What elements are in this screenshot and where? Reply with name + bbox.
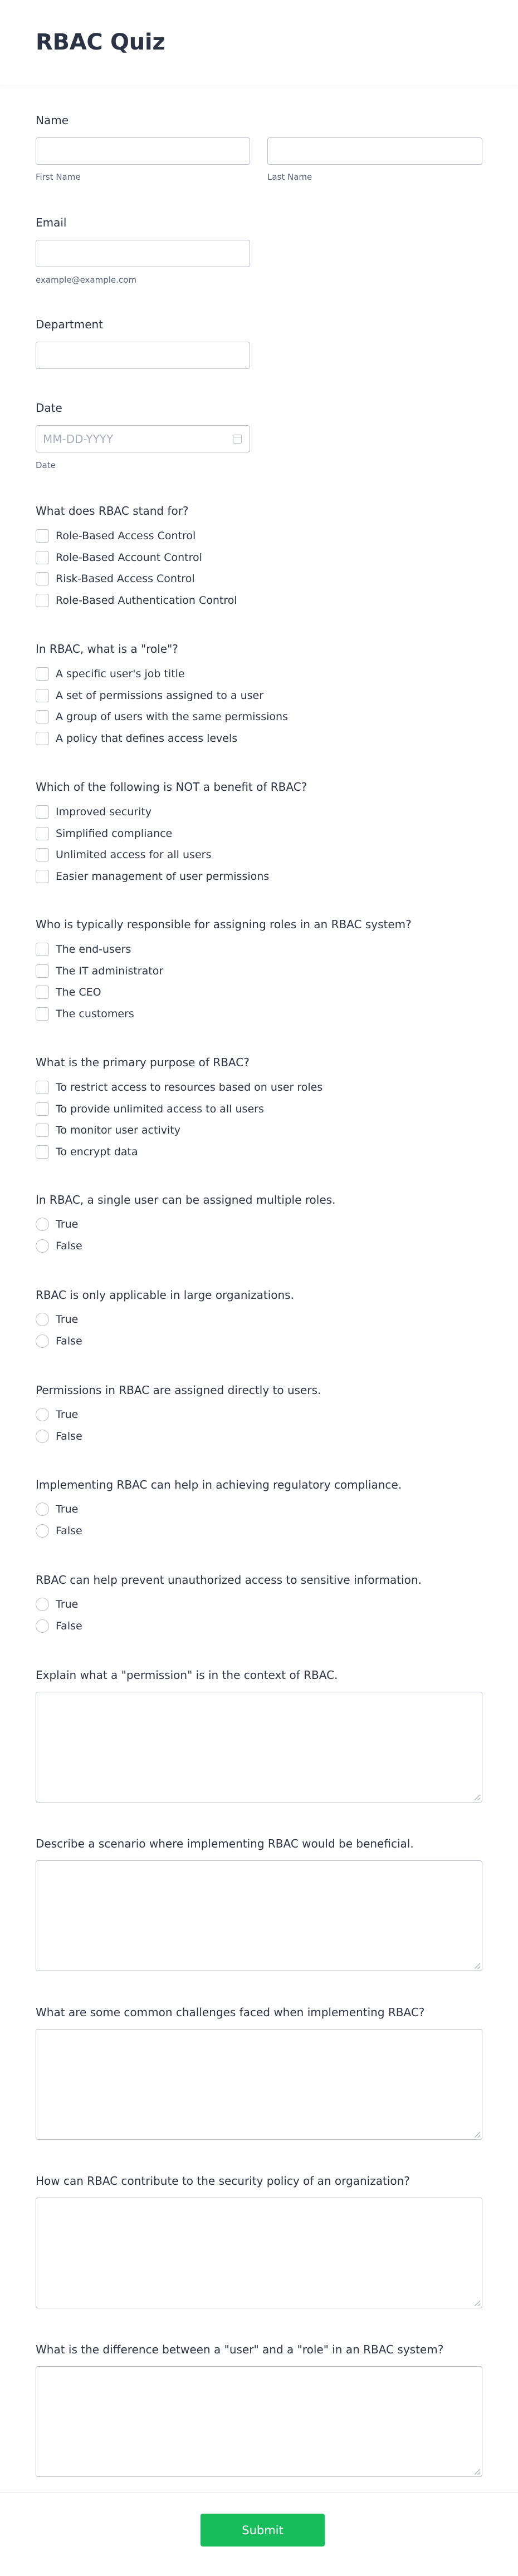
checkbox-option[interactable] (36, 847, 211, 863)
true-false-question (36, 1478, 482, 1539)
checkbox-option[interactable] (36, 528, 196, 544)
date-placeholder: MM-DD-YYYY (43, 432, 114, 446)
radio-button[interactable] (36, 1619, 49, 1633)
checkbox-option[interactable] (36, 1144, 138, 1160)
option-label: Unlimited access for all users (56, 849, 212, 861)
question-label: What are some common challenges faced when implementing RBAC? (36, 2006, 425, 2019)
checkbox[interactable] (36, 943, 49, 956)
question-label: Permissions in RBAC are assigned directly to users. (36, 1383, 321, 1397)
radio-option[interactable] (36, 1597, 78, 1612)
first-name-sublabel: First Name (36, 172, 81, 182)
option-label: The end-users (56, 943, 131, 955)
option-label: The CEO (56, 986, 101, 998)
radio-button[interactable] (36, 1408, 49, 1421)
option-label: False (56, 1335, 82, 1347)
radio-option[interactable] (36, 1216, 78, 1232)
answer-textarea[interactable] (36, 1860, 482, 1971)
question-label: What is the primary purpose of RBAC? (36, 1056, 250, 1069)
option-label: A set of permissions assigned to a user (56, 689, 264, 702)
option-label: True (56, 1598, 79, 1610)
checkbox-option[interactable] (36, 571, 195, 587)
checkbox-option[interactable] (36, 666, 185, 682)
radio-option[interactable] (36, 1501, 78, 1517)
email-input[interactable] (36, 240, 250, 267)
first-name-input[interactable] (36, 137, 250, 165)
checkbox[interactable] (36, 572, 49, 585)
radio-option[interactable] (36, 1429, 82, 1444)
checkbox-option[interactable] (36, 593, 237, 608)
radio-button[interactable] (36, 1218, 49, 1231)
true-false-question (36, 1573, 482, 1634)
question-label: Explain what a "permission" is in the context of RBAC. (36, 1668, 338, 1682)
true-false-question (36, 1193, 482, 1254)
checkbox-option[interactable] (36, 688, 263, 703)
option-label: True (56, 1313, 79, 1326)
checkbox[interactable] (36, 848, 49, 861)
option-label: Role-Based Account Control (56, 551, 202, 564)
radio-option[interactable] (36, 1238, 82, 1254)
checkbox-option[interactable] (36, 550, 202, 565)
option-label: To monitor user activity (56, 1124, 180, 1136)
checkbox-question (36, 1056, 482, 1161)
option-label: Risk-Based Access Control (56, 573, 195, 585)
option-label: Role-Based Authentication Control (56, 594, 237, 607)
radio-button[interactable] (36, 1334, 49, 1348)
resize-handle-icon[interactable] (475, 1963, 480, 1969)
checkbox[interactable] (36, 827, 49, 840)
checkbox[interactable] (36, 529, 49, 543)
option-label: A group of users with the same permissions (56, 711, 288, 723)
radio-button[interactable] (36, 1598, 49, 1611)
checkbox-option[interactable] (36, 963, 163, 979)
radio-option[interactable] (36, 1523, 82, 1539)
email-label: Email (36, 216, 67, 229)
date-label: Date (36, 401, 62, 415)
question-label: Describe a scenario where implementing RBAC would be beneficial. (36, 1837, 414, 1850)
radio-option[interactable] (36, 1312, 78, 1327)
radio-option[interactable] (36, 1333, 82, 1349)
checkbox[interactable] (36, 1102, 49, 1116)
checkbox[interactable] (36, 964, 49, 978)
answer-textarea[interactable] (36, 1692, 482, 1802)
true-false-question (36, 1383, 482, 1445)
radio-button[interactable] (36, 1503, 49, 1516)
checkbox-question (36, 504, 482, 610)
option-label: Improved security (56, 806, 152, 818)
name-field (36, 114, 482, 186)
radio-button[interactable] (36, 1430, 49, 1443)
checkbox[interactable] (36, 710, 49, 723)
checkbox-option[interactable] (36, 984, 101, 1000)
calendar-icon[interactable] (233, 435, 242, 444)
checkbox[interactable] (36, 551, 49, 564)
checkbox-option[interactable] (36, 826, 172, 841)
long-text-question (36, 1837, 482, 1976)
option-label: To restrict access to resources based on user roles (56, 1081, 323, 1094)
form-header (0, 0, 518, 86)
question-label: What is the difference between a "user" and a "role" in an RBAC system? (36, 2343, 444, 2356)
checkbox-option[interactable] (36, 1101, 264, 1117)
question-label: Who is typically responsible for assigning roles in an RBAC system? (36, 918, 412, 931)
option-label: False (56, 1525, 82, 1537)
long-text-question (36, 2006, 482, 2145)
resize-handle-icon[interactable] (475, 2132, 480, 2137)
option-label: False (56, 1430, 82, 1442)
true-false-question (36, 1288, 482, 1349)
checkbox-option[interactable] (36, 1122, 180, 1138)
option-label: True (56, 1408, 79, 1421)
department-label: Department (36, 318, 104, 331)
email-field (36, 216, 482, 288)
option-label: To encrypt data (56, 1146, 138, 1158)
option-label: Role-Based Access Control (56, 530, 196, 542)
checkbox[interactable] (36, 667, 49, 681)
checkbox[interactable] (36, 1081, 49, 1094)
checkbox-option[interactable] (36, 804, 152, 820)
checkbox-question (36, 642, 482, 748)
option-label: A policy that defines access levels (56, 732, 238, 745)
checkbox[interactable] (36, 870, 49, 883)
checkbox[interactable] (36, 805, 49, 819)
checkbox-option[interactable] (36, 869, 269, 884)
checkbox[interactable] (36, 689, 49, 702)
submit-button[interactable]: Submit (201, 2514, 325, 2547)
long-text-question (36, 1668, 482, 1807)
checkbox[interactable] (36, 986, 49, 999)
answer-textarea[interactable] (36, 2029, 482, 2140)
radio-button[interactable] (36, 1239, 49, 1253)
checkbox-question (36, 780, 482, 886)
option-label: False (56, 1620, 82, 1632)
last-name-sublabel: Last Name (267, 172, 312, 182)
question-label: How can RBAC contribute to the security policy of an organization? (36, 2174, 410, 2188)
name-label: Name (36, 114, 69, 127)
resize-handle-icon[interactable] (475, 2301, 480, 2306)
question-label: RBAC can help prevent unauthorized access to sensitive information. (36, 1573, 422, 1587)
date-field (36, 401, 482, 474)
question-label: In RBAC, a single user can be assigned multiple roles. (36, 1193, 336, 1206)
checkbox[interactable] (36, 1145, 49, 1159)
answer-textarea[interactable] (36, 2198, 482, 2308)
radio-button[interactable] (36, 1313, 49, 1326)
checkbox-option[interactable] (36, 709, 288, 725)
form-title: RBAC Quiz (36, 29, 165, 55)
form-footer (0, 2492, 518, 2576)
option-label: Simplified compliance (56, 828, 173, 840)
date-input[interactable] (36, 425, 250, 452)
question-label: In RBAC, what is a "role"? (36, 642, 178, 656)
long-text-question (36, 2174, 482, 2313)
checkbox[interactable] (36, 1124, 49, 1137)
option-label: True (56, 1503, 79, 1515)
checkbox[interactable] (36, 732, 49, 745)
question-label: RBAC is only applicable in large organizations. (36, 1288, 294, 1302)
department-input[interactable] (36, 342, 250, 369)
question-label: Which of the following is NOT a benefit of RBAC? (36, 780, 307, 794)
option-label: To provide unlimited access to all users (56, 1103, 264, 1115)
email-sublabel: example@example.com (36, 275, 136, 285)
checkbox-option[interactable] (36, 1006, 134, 1022)
option-label: The customers (56, 1008, 134, 1020)
checkbox-option[interactable] (36, 731, 237, 746)
checkbox-question (36, 918, 482, 1023)
radio-option[interactable] (36, 1407, 78, 1422)
option-label: The IT administrator (56, 965, 164, 977)
resize-handle-icon[interactable] (475, 2469, 480, 2475)
department-field (36, 318, 482, 373)
question-label: What does RBAC stand for? (36, 504, 189, 518)
option-label: False (56, 1240, 82, 1252)
question-label: Implementing RBAC can help in achieving regulatory compliance. (36, 1478, 402, 1491)
radio-button[interactable] (36, 1524, 49, 1538)
resize-handle-icon[interactable] (475, 1795, 480, 1800)
last-name-input[interactable] (267, 137, 482, 165)
long-text-question (36, 2343, 482, 2482)
option-label: Easier management of user permissions (56, 870, 270, 883)
checkbox[interactable] (36, 594, 49, 607)
checkbox-option[interactable] (36, 942, 131, 957)
radio-option[interactable] (36, 1618, 82, 1634)
checkbox[interactable] (36, 1007, 49, 1021)
option-label: True (56, 1218, 79, 1230)
date-sublabel: Date (36, 460, 56, 470)
answer-textarea[interactable] (36, 2366, 482, 2477)
checkbox-option[interactable] (36, 1080, 322, 1095)
option-label: A specific user's job title (56, 668, 185, 680)
